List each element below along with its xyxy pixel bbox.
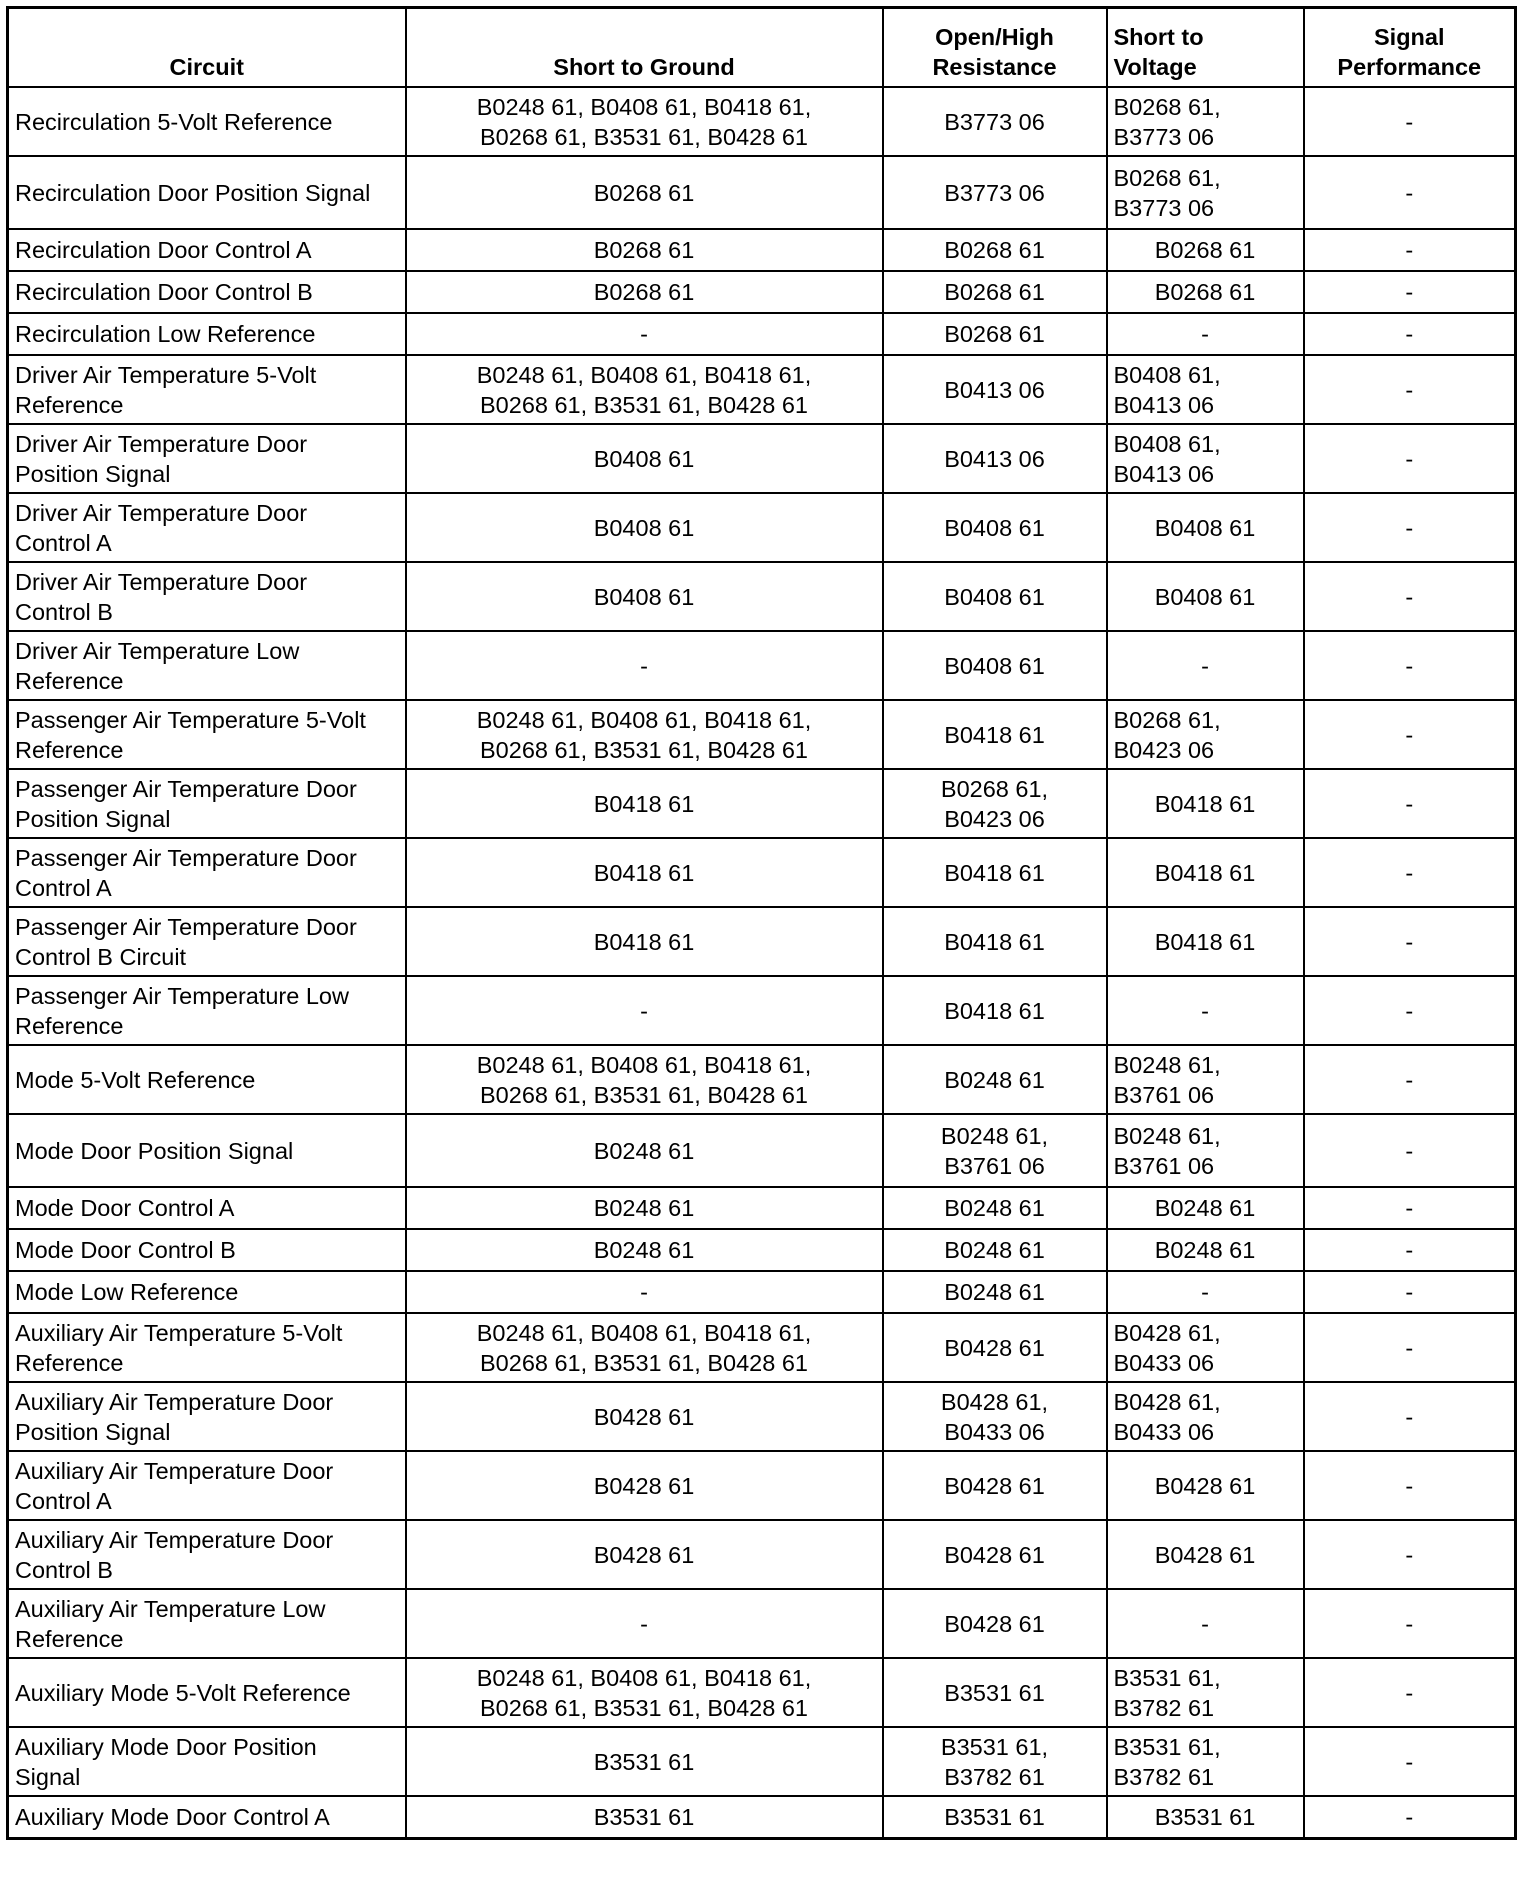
- cell-open-high-resistance: B3773 06: [883, 156, 1107, 229]
- cell-short-to-ground: -: [406, 631, 883, 700]
- cell-open-high-resistance: B0428 61: [883, 1589, 1107, 1658]
- table-row: [8, 1451, 1516, 1520]
- cell-short-to-voltage: -: [1107, 976, 1304, 1045]
- cell-short-to-voltage: -: [1107, 313, 1304, 355]
- cell-short-to-voltage: B0428 61: [1107, 1520, 1304, 1589]
- cell-circuit: Recirculation Door Position Signal: [8, 156, 406, 229]
- cell-short-to-voltage: B0408 61: [1107, 562, 1304, 631]
- cell-short-to-ground: B0248 61: [406, 1114, 883, 1187]
- table-row: [8, 313, 1516, 355]
- header-short-to-ground: Short to Ground: [406, 8, 883, 88]
- table-row: [8, 769, 1516, 838]
- cell-signal-performance: -: [1304, 838, 1516, 907]
- cell-open-high-resistance: B0248 61: [883, 1229, 1107, 1271]
- cell-signal-performance: -: [1304, 156, 1516, 229]
- table-body: [8, 87, 1516, 1839]
- cell-signal-performance: -: [1304, 1187, 1516, 1229]
- cell-short-to-voltage: B0418 61: [1107, 838, 1304, 907]
- table-row: [8, 1658, 1516, 1727]
- circuit-dtc-table: [6, 6, 1517, 1840]
- cell-signal-performance: -: [1304, 1451, 1516, 1520]
- cell-circuit: Recirculation Door Control B: [8, 271, 406, 313]
- cell-short-to-ground: B0418 61: [406, 838, 883, 907]
- cell-open-high-resistance: B0248 61: [883, 1045, 1107, 1114]
- cell-short-to-voltage: B0248 61, B3761 06: [1107, 1045, 1304, 1114]
- cell-short-to-ground: B0408 61: [406, 562, 883, 631]
- cell-signal-performance: -: [1304, 229, 1516, 271]
- cell-short-to-ground: B0268 61: [406, 271, 883, 313]
- cell-open-high-resistance: B0413 06: [883, 355, 1107, 424]
- cell-short-to-ground: B3531 61: [406, 1796, 883, 1839]
- cell-short-to-voltage: B0418 61: [1107, 907, 1304, 976]
- cell-signal-performance: -: [1304, 907, 1516, 976]
- table-row: [8, 1229, 1516, 1271]
- cell-short-to-voltage: B0268 61: [1107, 229, 1304, 271]
- cell-circuit: Recirculation Low Reference: [8, 313, 406, 355]
- cell-open-high-resistance: B0408 61: [883, 631, 1107, 700]
- table-row: [8, 493, 1516, 562]
- cell-signal-performance: -: [1304, 1045, 1516, 1114]
- table-row: [8, 156, 1516, 229]
- cell-signal-performance: -: [1304, 562, 1516, 631]
- cell-open-high-resistance: B0418 61: [883, 976, 1107, 1045]
- cell-circuit: Auxiliary Air Temperature Door Position Signal: [8, 1382, 406, 1451]
- cell-circuit: Passenger Air Temperature Low Reference: [8, 976, 406, 1045]
- cell-open-high-resistance: B0418 61: [883, 838, 1107, 907]
- cell-open-high-resistance: B0268 61, B0423 06: [883, 769, 1107, 838]
- cell-short-to-ground: B0248 61, B0408 61, B0418 61, B0268 61, B3531 61, B0428 61: [406, 1313, 883, 1382]
- table-row: [8, 271, 1516, 313]
- cell-open-high-resistance: B0248 61: [883, 1187, 1107, 1229]
- cell-short-to-ground: B0418 61: [406, 907, 883, 976]
- header-circuit: Circuit: [8, 8, 406, 88]
- table-row: [8, 838, 1516, 907]
- cell-open-high-resistance: B3531 61, B3782 61: [883, 1727, 1107, 1796]
- cell-signal-performance: -: [1304, 1114, 1516, 1187]
- cell-signal-performance: -: [1304, 700, 1516, 769]
- table-row: [8, 1045, 1516, 1114]
- cell-circuit: Auxiliary Air Temperature Door Control B: [8, 1520, 406, 1589]
- table-row: [8, 1520, 1516, 1589]
- table-row: [8, 424, 1516, 493]
- cell-open-high-resistance: B0268 61: [883, 271, 1107, 313]
- cell-signal-performance: -: [1304, 1589, 1516, 1658]
- table-row: [8, 1727, 1516, 1796]
- cell-signal-performance: -: [1304, 87, 1516, 156]
- table-row: [8, 1382, 1516, 1451]
- cell-short-to-voltage: B0248 61, B3761 06: [1107, 1114, 1304, 1187]
- cell-short-to-voltage: B0428 61, B0433 06: [1107, 1382, 1304, 1451]
- cell-circuit: Passenger Air Temperature Door Position Signal: [8, 769, 406, 838]
- cell-open-high-resistance: B3773 06: [883, 87, 1107, 156]
- cell-signal-performance: -: [1304, 1796, 1516, 1839]
- cell-short-to-voltage: -: [1107, 1589, 1304, 1658]
- cell-short-to-ground: B0248 61, B0408 61, B0418 61, B0268 61, B3531 61, B0428 61: [406, 87, 883, 156]
- cell-signal-performance: -: [1304, 313, 1516, 355]
- cell-circuit: Driver Air Temperature Low Reference: [8, 631, 406, 700]
- table-row: [8, 631, 1516, 700]
- cell-signal-performance: -: [1304, 424, 1516, 493]
- cell-open-high-resistance: B0428 61, B0433 06: [883, 1382, 1107, 1451]
- cell-open-high-resistance: B0418 61: [883, 907, 1107, 976]
- cell-signal-performance: -: [1304, 1313, 1516, 1382]
- circuit-dtc-table-container: [6, 6, 1514, 1840]
- cell-short-to-voltage: B3531 61: [1107, 1796, 1304, 1839]
- cell-short-to-ground: B0248 61, B0408 61, B0418 61, B0268 61, B3531 61, B0428 61: [406, 1045, 883, 1114]
- cell-open-high-resistance: B0408 61: [883, 562, 1107, 631]
- cell-signal-performance: -: [1304, 493, 1516, 562]
- cell-circuit: Passenger Air Temperature Door Control A: [8, 838, 406, 907]
- cell-circuit: Passenger Air Temperature Door Control B Circuit: [8, 907, 406, 976]
- cell-open-high-resistance: B0268 61: [883, 313, 1107, 355]
- cell-short-to-voltage: -: [1107, 631, 1304, 700]
- cell-signal-performance: -: [1304, 1382, 1516, 1451]
- cell-short-to-voltage: B0268 61, B3773 06: [1107, 156, 1304, 229]
- cell-circuit: Mode 5-Volt Reference: [8, 1045, 406, 1114]
- cell-short-to-voltage: B0268 61, B3773 06: [1107, 87, 1304, 156]
- cell-short-to-voltage: B0268 61: [1107, 271, 1304, 313]
- cell-signal-performance: -: [1304, 1229, 1516, 1271]
- cell-circuit: Driver Air Temperature Door Control B: [8, 562, 406, 631]
- header-short-to-voltage: Short to Voltage: [1107, 8, 1304, 88]
- cell-circuit: Driver Air Temperature Door Position Signal: [8, 424, 406, 493]
- table-row: [8, 1114, 1516, 1187]
- cell-short-to-voltage: B0408 61, B0413 06: [1107, 424, 1304, 493]
- cell-short-to-ground: B0418 61: [406, 769, 883, 838]
- cell-short-to-ground: B0268 61: [406, 229, 883, 271]
- cell-signal-performance: -: [1304, 1520, 1516, 1589]
- table-row: [8, 700, 1516, 769]
- cell-circuit: Auxiliary Air Temperature 5-Volt Reference: [8, 1313, 406, 1382]
- header-open-high-resistance: Open/High Resistance: [883, 8, 1107, 88]
- cell-open-high-resistance: B3531 61: [883, 1796, 1107, 1839]
- cell-short-to-ground: B0408 61: [406, 493, 883, 562]
- cell-short-to-voltage: B3531 61, B3782 61: [1107, 1727, 1304, 1796]
- cell-circuit: Auxiliary Air Temperature Low Reference: [8, 1589, 406, 1658]
- cell-circuit: Mode Door Control B: [8, 1229, 406, 1271]
- cell-open-high-resistance: B3531 61: [883, 1658, 1107, 1727]
- cell-circuit: Driver Air Temperature 5-Volt Reference: [8, 355, 406, 424]
- header-row: [8, 8, 1516, 88]
- cell-circuit: Auxiliary Mode 5-Volt Reference: [8, 1658, 406, 1727]
- cell-circuit: Auxiliary Mode Door Control A: [8, 1796, 406, 1839]
- cell-short-to-ground: B0248 61: [406, 1229, 883, 1271]
- cell-short-to-ground: B0248 61: [406, 1187, 883, 1229]
- table-row: [8, 229, 1516, 271]
- cell-short-to-ground: -: [406, 313, 883, 355]
- table-row: [8, 1796, 1516, 1839]
- cell-short-to-voltage: B0428 61: [1107, 1451, 1304, 1520]
- cell-short-to-ground: B0408 61: [406, 424, 883, 493]
- cell-circuit: Recirculation 5-Volt Reference: [8, 87, 406, 156]
- cell-short-to-ground: B0428 61: [406, 1451, 883, 1520]
- table-row: [8, 1187, 1516, 1229]
- cell-short-to-voltage: B0428 61, B0433 06: [1107, 1313, 1304, 1382]
- table-row: [8, 907, 1516, 976]
- cell-open-high-resistance: B0428 61: [883, 1313, 1107, 1382]
- cell-open-high-resistance: B0413 06: [883, 424, 1107, 493]
- table-row: [8, 1589, 1516, 1658]
- cell-short-to-voltage: B0248 61: [1107, 1229, 1304, 1271]
- cell-signal-performance: -: [1304, 1271, 1516, 1313]
- cell-open-high-resistance: B0418 61: [883, 700, 1107, 769]
- cell-short-to-ground: -: [406, 1589, 883, 1658]
- table-row: [8, 562, 1516, 631]
- table-row: [8, 355, 1516, 424]
- cell-short-to-ground: -: [406, 976, 883, 1045]
- cell-open-high-resistance: B0268 61: [883, 229, 1107, 271]
- cell-signal-performance: -: [1304, 355, 1516, 424]
- cell-short-to-ground: B0428 61: [406, 1520, 883, 1589]
- cell-open-high-resistance: B0408 61: [883, 493, 1107, 562]
- cell-open-high-resistance: B0248 61, B3761 06: [883, 1114, 1107, 1187]
- table-row: [8, 976, 1516, 1045]
- cell-circuit: Mode Low Reference: [8, 1271, 406, 1313]
- cell-circuit: Passenger Air Temperature 5-Volt Reference: [8, 700, 406, 769]
- cell-short-to-ground: B0428 61: [406, 1382, 883, 1451]
- cell-circuit: Auxiliary Air Temperature Door Control A: [8, 1451, 406, 1520]
- cell-short-to-ground: B0248 61, B0408 61, B0418 61, B0268 61, B3531 61, B0428 61: [406, 1658, 883, 1727]
- cell-circuit: Auxiliary Mode Door Position Signal: [8, 1727, 406, 1796]
- cell-circuit: Mode Door Control A: [8, 1187, 406, 1229]
- cell-short-to-voltage: B0408 61: [1107, 493, 1304, 562]
- cell-open-high-resistance: B0428 61: [883, 1520, 1107, 1589]
- cell-short-to-ground: B0248 61, B0408 61, B0418 61, B0268 61, B3531 61, B0428 61: [406, 700, 883, 769]
- cell-circuit: Driver Air Temperature Door Control A: [8, 493, 406, 562]
- cell-signal-performance: -: [1304, 1727, 1516, 1796]
- cell-short-to-voltage: B0418 61: [1107, 769, 1304, 838]
- table-row: [8, 1313, 1516, 1382]
- cell-short-to-ground: -: [406, 1271, 883, 1313]
- table-row: [8, 1271, 1516, 1313]
- table-row: [8, 87, 1516, 156]
- cell-signal-performance: -: [1304, 769, 1516, 838]
- cell-signal-performance: -: [1304, 976, 1516, 1045]
- cell-open-high-resistance: B0248 61: [883, 1271, 1107, 1313]
- cell-short-to-ground: B0248 61, B0408 61, B0418 61, B0268 61, B3531 61, B0428 61: [406, 355, 883, 424]
- cell-short-to-voltage: B0248 61: [1107, 1187, 1304, 1229]
- header-signal-performance: Signal Performance: [1304, 8, 1516, 88]
- cell-signal-performance: -: [1304, 631, 1516, 700]
- cell-short-to-voltage: -: [1107, 1271, 1304, 1313]
- cell-short-to-ground: B0268 61: [406, 156, 883, 229]
- cell-open-high-resistance: B0428 61: [883, 1451, 1107, 1520]
- cell-signal-performance: -: [1304, 1658, 1516, 1727]
- cell-short-to-ground: B3531 61: [406, 1727, 883, 1796]
- cell-short-to-voltage: B0408 61, B0413 06: [1107, 355, 1304, 424]
- cell-signal-performance: -: [1304, 271, 1516, 313]
- cell-circuit: Recirculation Door Control A: [8, 229, 406, 271]
- cell-short-to-voltage: B3531 61, B3782 61: [1107, 1658, 1304, 1727]
- cell-circuit: Mode Door Position Signal: [8, 1114, 406, 1187]
- cell-short-to-voltage: B0268 61, B0423 06: [1107, 700, 1304, 769]
